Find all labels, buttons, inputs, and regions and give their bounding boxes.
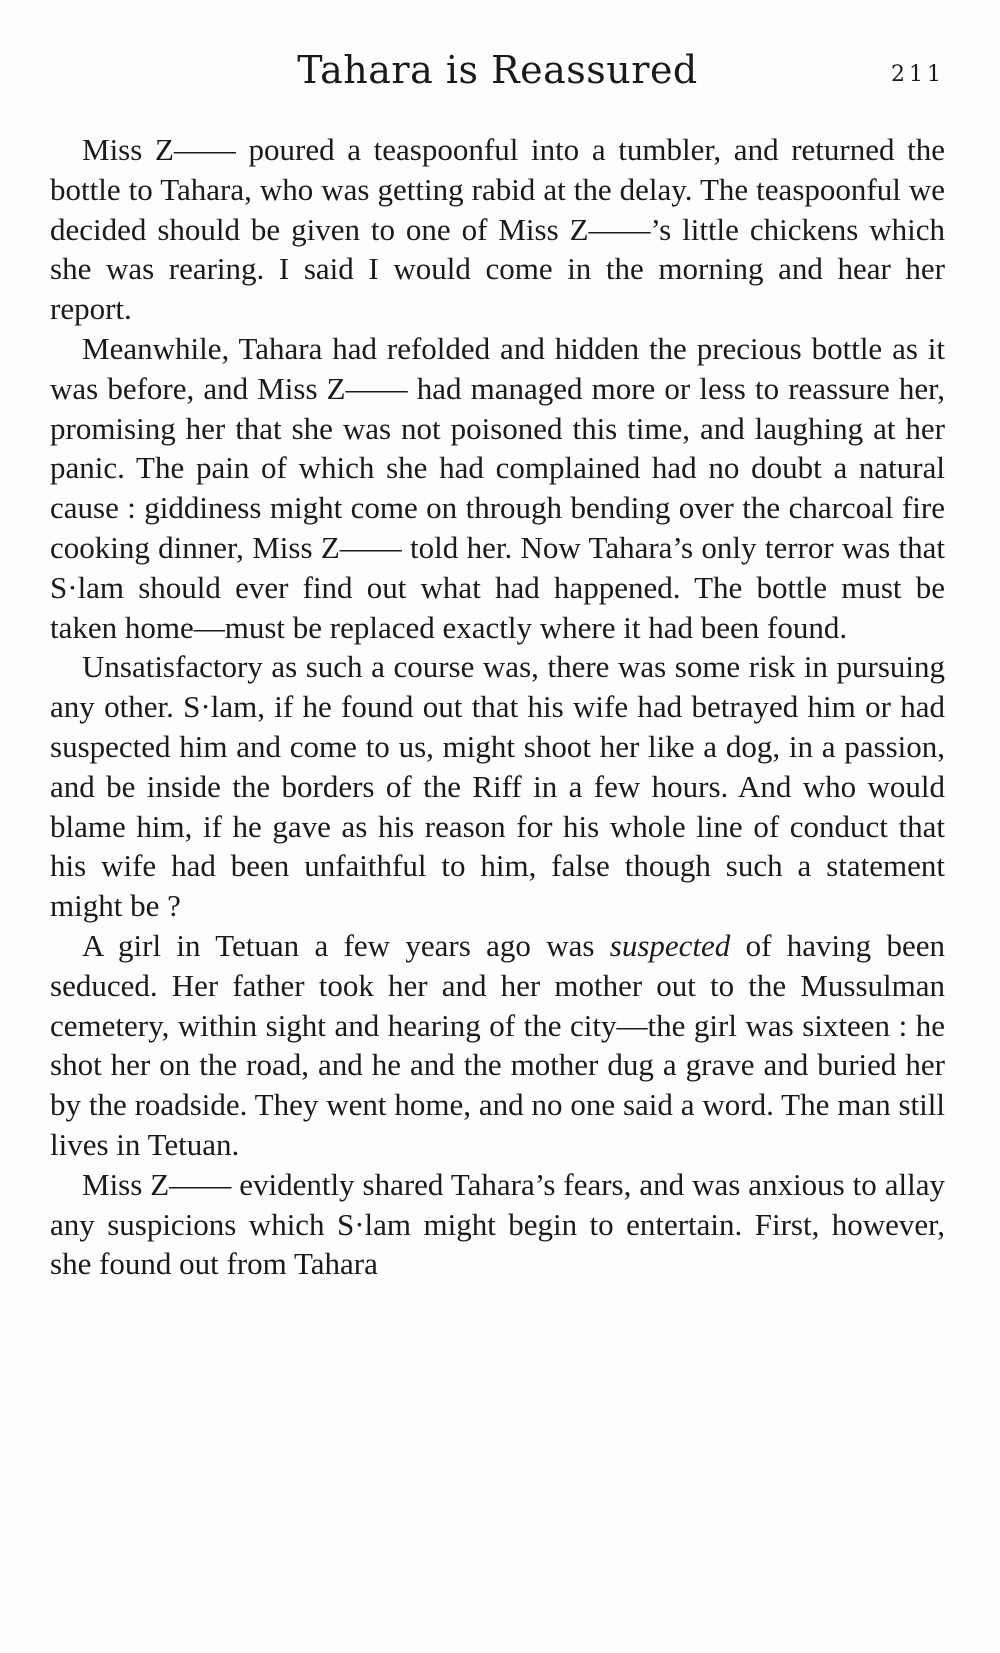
paragraph-1-text: poured a teaspoonful into a tumbler, and returned the bottle to Tahara, who was getting rabid at the delay. The teaspoonful we decided should be given to one of Miss Z——’s little chickens which she was rearing. I said I would come in the morning and hear her report. (50, 132, 946, 327)
paragraph-1-start: Miss Z—— (82, 132, 236, 167)
paragraph-1 (50, 130, 945, 329)
paragraph-4-text-a: A girl in Tetuan a few years ago was (82, 927, 595, 963)
emphasis-suspected: suspected (609, 927, 731, 963)
paragraph-5: Miss Z—— evidently shared Tahara’s fears, and was anxious to allay any suspicions which S·lam might begin to entertain. First, however, she found out from Tahara (50, 1166, 945, 1282)
paragraph-4 (50, 926, 945, 1165)
paragraph-4-text-b: of having been seduced. Her father took her and her mother out to the Mussulman cemetery, within sight and hearing of the city—the girl was sixteen : he shot her on the road, and he and the mother dug a grave and buried her by the roadside. They went home, and no one said a word. The man still lives in Tetuan. (50, 927, 946, 1162)
paragraph-3: Unsatisfactory as such a course was, there was some risk in pursuing any other. S·lam, if he found out that his wife had betrayed him or had suspected him and come to us, might shoot her like a dog, in a passion, and be inside the borders of the Riff in a few hours. And who would blame him, if he gave as his reason for his whole line of conduct that his wife had been unfaithful to him, false though such a statement might be ? (50, 649, 945, 924)
paragraph-2: Meanwhile, Tahara had refolded and hidden the precious bottle as it was before, and Miss Z—— had managed more or less to reassure her, promising her that she was not poisoned this time, and laughing at her panic. The pain of which she had complained had no doubt a natural cause : giddiness might come on through bending over the charcoal fire cooking dinner, Miss Z—— told her. Now Tahara’s only terror was that S·lam should ever find out what had happened. The bottle must be taken home—must be replaced exactly where it had been found. (50, 330, 945, 645)
body-text (50, 130, 945, 1284)
running-title: Tahara is Reassured (297, 48, 698, 92)
page-header (50, 48, 945, 108)
page-number: 211 (891, 62, 945, 87)
